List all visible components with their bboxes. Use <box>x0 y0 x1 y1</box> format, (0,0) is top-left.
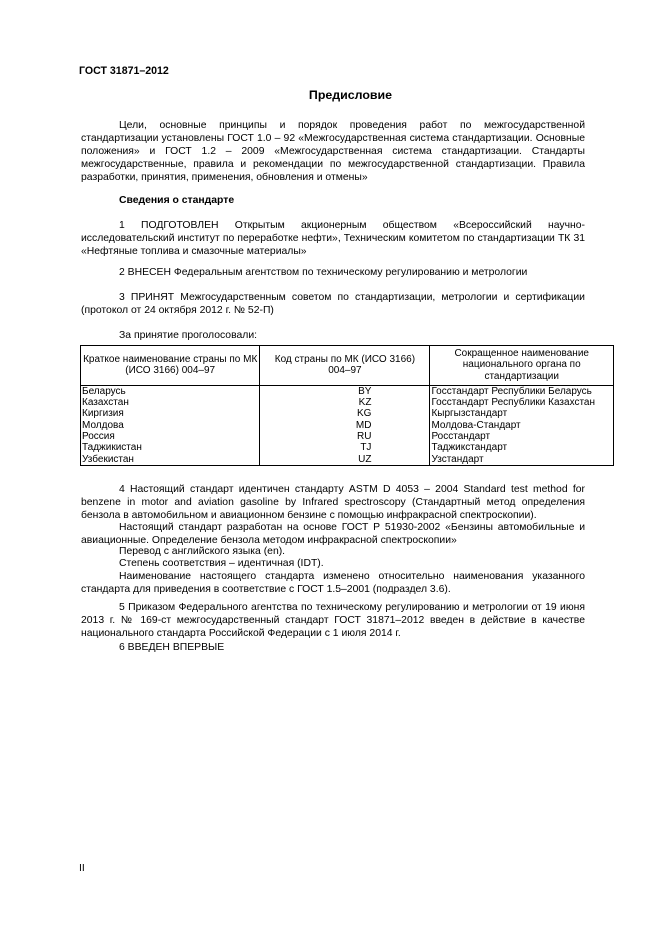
page-number: II <box>79 863 85 874</box>
standards-body: Таджикстандарт <box>430 442 614 453</box>
table-row <box>81 431 614 442</box>
item-3: 3 ПРИНЯТ Межгосударственным советом по стандартизации, метрологии и сертификации (протокол от 24 октября 2012 г. № 52-П) <box>81 292 585 316</box>
country-name: Казахстан <box>81 397 260 408</box>
country-code: UZ <box>260 454 430 466</box>
country-code: KZ <box>260 397 430 408</box>
intro-paragraph: Цели, основные принципы и порядок проведения работ по межгосударственной стандартизации установлены ГОСТ 1.0 – 92 «Межгосударственная система стандартизации. Основные положения» и ГОСТ 1.2 – 2009 «Межгосударственная система стандартизации. Стандарты межгосударственные, правила и рекомендации по межгосударственной стандартизации. Правила разработки, принятия, применения, обновления и отмены» <box>81 120 585 183</box>
vote-table <box>80 345 614 466</box>
preface-title: Предисловие <box>308 88 393 102</box>
country-code: MD <box>260 420 430 431</box>
header-standards-body: Сокращенное наименование национального органа по стандартизации <box>430 346 614 386</box>
country-name: Таджикистан <box>81 442 260 453</box>
item-4-degree: Степень соответствия – идентичная (IDT). <box>119 558 324 569</box>
info-heading: Сведения о стандарте <box>119 195 235 206</box>
country-code: TJ <box>260 442 430 453</box>
item-4-based-on: Настоящий стандарт разработан на основе ГОСТ Р 51930-2002 «Бензины автомобильные и авиационные. Определение бензола методом инфракрасной спектроскопии» <box>81 522 585 546</box>
standards-body: Молдова-Стандарт <box>430 420 614 431</box>
table-row <box>81 385 614 397</box>
item-5: 5 Приказом Федерального агентства по техническому регулированию и метрологии от 19 июня 2013 г. № 169-ст межгосударственный стандарт ГОСТ 31871–2012 введен в действие в качестве национального стандарта Российской Федерации с 1 июля 2014 г. <box>81 602 585 639</box>
country-name: Молдова <box>81 420 260 431</box>
item-4-translation: Перевод с английского языка (en). <box>119 546 286 557</box>
standards-body: Узстандарт <box>430 454 614 466</box>
country-code: KG <box>260 408 430 419</box>
table-row <box>81 397 614 408</box>
item-1: 1 ПОДГОТОВЛЕН Открытым акционерным обществом «Всероссийский научно-исследовательский институт по переработке нефти», Техническим комитетом по стандартизации ТК 31 «Нефтяные топлива и смазочные материалы» <box>81 220 585 257</box>
table-row <box>81 408 614 419</box>
item-6: 6 ВВЕДЕН ВПЕРВЫЕ <box>119 642 225 653</box>
voted-label: За принятие проголосовали: <box>119 330 258 341</box>
standards-body: Росстандарт <box>430 431 614 442</box>
item-2: 2 ВНЕСЕН Федеральным агентством по техническому регулированию и метрологии <box>119 267 528 278</box>
document-code: ГОСТ 31871–2012 <box>79 65 169 77</box>
standards-body: Госстандарт Республики Казахстан <box>430 397 614 408</box>
item-4: 4 Настоящий стандарт идентичен стандарту ASTM D 4053 – 2004 Standard test method for benzene in motor and aviation gasoline by Infrared spectroscopy (Стандартный метод определения бензола в автомобильном и авиационном бензине с помощью инфракрасной спектроскопии). <box>81 484 585 521</box>
country-name: Киргизия <box>81 408 260 419</box>
country-name: Узбекистан <box>81 454 260 466</box>
table-row <box>81 420 614 431</box>
header-country-code: Код страны по МК (ИСО 3166) 004–97 <box>260 346 430 386</box>
country-code: RU <box>260 431 430 442</box>
item-4-name-change: Наименование настоящего стандарта изменено относительно наименования указанного стандарта для приведения в соответствие с ГОСТ 1.5–2001 (подраздел 3.6). <box>81 571 585 595</box>
country-name: Беларусь <box>81 385 260 397</box>
header-country-name: Краткое наименование страны по МК (ИСО 3166) 004–97 <box>81 346 260 386</box>
table-row <box>81 454 614 466</box>
standards-body: Госстандарт Республики Беларусь <box>430 385 614 397</box>
standards-body: Кыргызстандарт <box>430 408 614 419</box>
page-title <box>0 89 661 102</box>
country-name: Россия <box>81 431 260 442</box>
table-row <box>81 442 614 453</box>
country-code: BY <box>260 385 430 397</box>
table-header-row <box>81 346 614 386</box>
